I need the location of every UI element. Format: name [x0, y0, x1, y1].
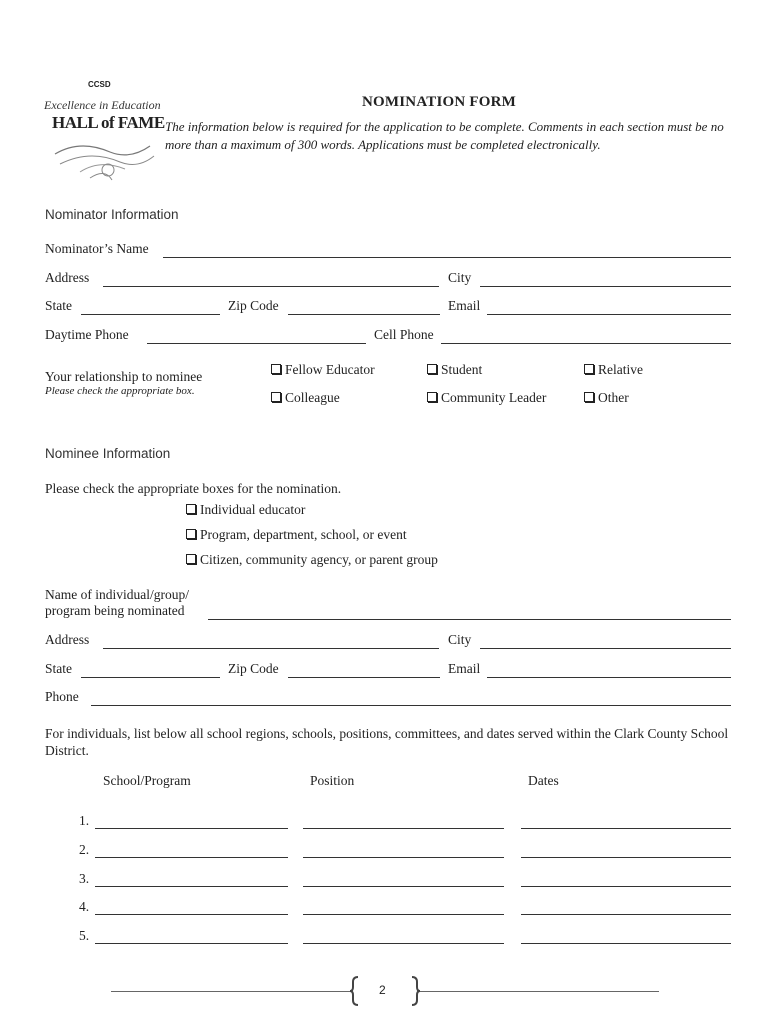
nominator-address-label: Address [45, 270, 90, 285]
nominator-cell-phone-field[interactable] [441, 327, 731, 344]
checkbox[interactable] [584, 364, 594, 374]
nominator-zip-field[interactable] [288, 298, 440, 315]
nominee-address-field[interactable] [103, 632, 439, 649]
nominator-heading: Nominator Information [45, 207, 179, 222]
checkbox[interactable] [271, 392, 281, 402]
nominee-name-field[interactable] [208, 603, 731, 620]
history-instructions: For individuals, list below all school regions, schools, positions, committees, and dates served within the Clark County School District. [45, 726, 729, 758]
position-field[interactable] [303, 841, 504, 858]
position-field[interactable] [303, 870, 504, 887]
nominee-city-label: City [448, 632, 472, 647]
checkbox[interactable] [584, 392, 594, 402]
row-number: 1. [79, 813, 90, 828]
nominee-email-field[interactable] [487, 661, 731, 678]
nominee-name-label-line2: program being nominated [45, 603, 185, 618]
school-field[interactable] [95, 898, 288, 915]
dates-field[interactable] [521, 927, 731, 944]
checkbox[interactable] [186, 504, 196, 514]
checkbox[interactable] [186, 554, 196, 564]
nominator-day-phone-field[interactable] [147, 327, 366, 344]
nominee-zip-label: Zip Code [228, 661, 279, 676]
row-number: 3. [79, 871, 90, 886]
school-field[interactable] [95, 841, 288, 858]
nominee-type-citizen[interactable]: Citizen, community agency, or parent group [186, 552, 438, 568]
logo-line2: HALL of FAME [52, 113, 165, 132]
position-field[interactable] [303, 898, 504, 915]
nominee-state-label: State [45, 661, 72, 676]
relationship-option-relative[interactable]: Relative [584, 362, 643, 378]
column-header-position: Position [310, 773, 355, 788]
checkbox[interactable] [427, 364, 437, 374]
hand-illustration [50, 134, 160, 184]
school-field[interactable] [95, 927, 288, 944]
dates-field[interactable] [521, 841, 731, 858]
nominee-city-field[interactable] [480, 632, 731, 649]
checkbox[interactable] [186, 529, 196, 539]
checkbox[interactable] [271, 364, 281, 374]
form-instructions: The information below is required for the application to be complete. Comments in each section must be no more than a maximum of 300 words. Applications must be completed electronically. [165, 119, 724, 152]
nominee-email-label: Email [448, 661, 481, 676]
dates-field[interactable] [521, 898, 731, 915]
nominee-prompt: Please check the appropriate boxes for the nomination. [45, 481, 342, 496]
row-number: 2. [79, 842, 90, 857]
footer-rule-right [420, 991, 659, 992]
relationship-label: Your relationship to nominee [45, 369, 203, 384]
nominee-state-field[interactable] [81, 661, 220, 678]
dates-field[interactable] [521, 812, 731, 829]
nominee-zip-field[interactable] [288, 661, 440, 678]
dates-field[interactable] [521, 870, 731, 887]
footer-rule-left [111, 991, 351, 992]
column-header-school: School/Program [103, 773, 191, 788]
school-field[interactable] [95, 870, 288, 887]
nominator-cell-phone-label: Cell Phone [374, 327, 434, 342]
nominator-state-field[interactable] [81, 298, 220, 315]
nominator-email-label: Email [448, 298, 481, 313]
nominator-day-phone-label: Daytime Phone [45, 327, 129, 342]
nominee-heading: Nominee Information [45, 446, 171, 461]
nominator-address-field[interactable] [103, 270, 439, 287]
nominator-state-label: State [45, 298, 72, 313]
nominee-type-program[interactable]: Program, department, school, or event [186, 527, 407, 543]
nominee-phone-field[interactable] [91, 689, 731, 706]
logo-line1: Excellence in Education [44, 98, 161, 112]
relationship-option-other[interactable]: Other [584, 390, 629, 406]
relationship-hint: Please check the appropriate box. [45, 385, 195, 397]
column-header-dates: Dates [528, 773, 559, 788]
nominee-address-label: Address [45, 632, 90, 647]
row-number: 4. [79, 899, 90, 914]
nominator-name-label: Nominator’s Name [45, 241, 149, 256]
logo-org: CCSD [88, 80, 111, 89]
nominator-city-field[interactable] [480, 270, 731, 287]
nominee-type-individual[interactable]: Individual educator [186, 502, 305, 518]
checkbox[interactable] [427, 392, 437, 402]
hall-of-fame-logo [40, 80, 165, 185]
relationship-option-community-leader[interactable]: Community Leader [427, 390, 546, 406]
nominee-phone-label: Phone [45, 689, 79, 704]
relationship-option-colleague[interactable]: Colleague [271, 390, 340, 406]
nominator-zip-label: Zip Code [228, 298, 279, 313]
nominator-city-label: City [448, 270, 472, 285]
position-field[interactable] [303, 812, 504, 829]
relationship-option-student[interactable]: Student [427, 362, 482, 378]
relationship-option-fellow-educator[interactable]: Fellow Educator [271, 362, 375, 378]
nominator-email-field[interactable] [487, 298, 731, 315]
nominee-name-label-line1: Name of individual/group/ [45, 587, 189, 602]
nominator-name-field[interactable] [163, 241, 731, 258]
position-field[interactable] [303, 927, 504, 944]
page-number: 2 [379, 983, 386, 997]
school-field[interactable] [95, 812, 288, 829]
form-title: NOMINATION FORM [362, 94, 516, 110]
row-number: 5. [79, 928, 90, 943]
